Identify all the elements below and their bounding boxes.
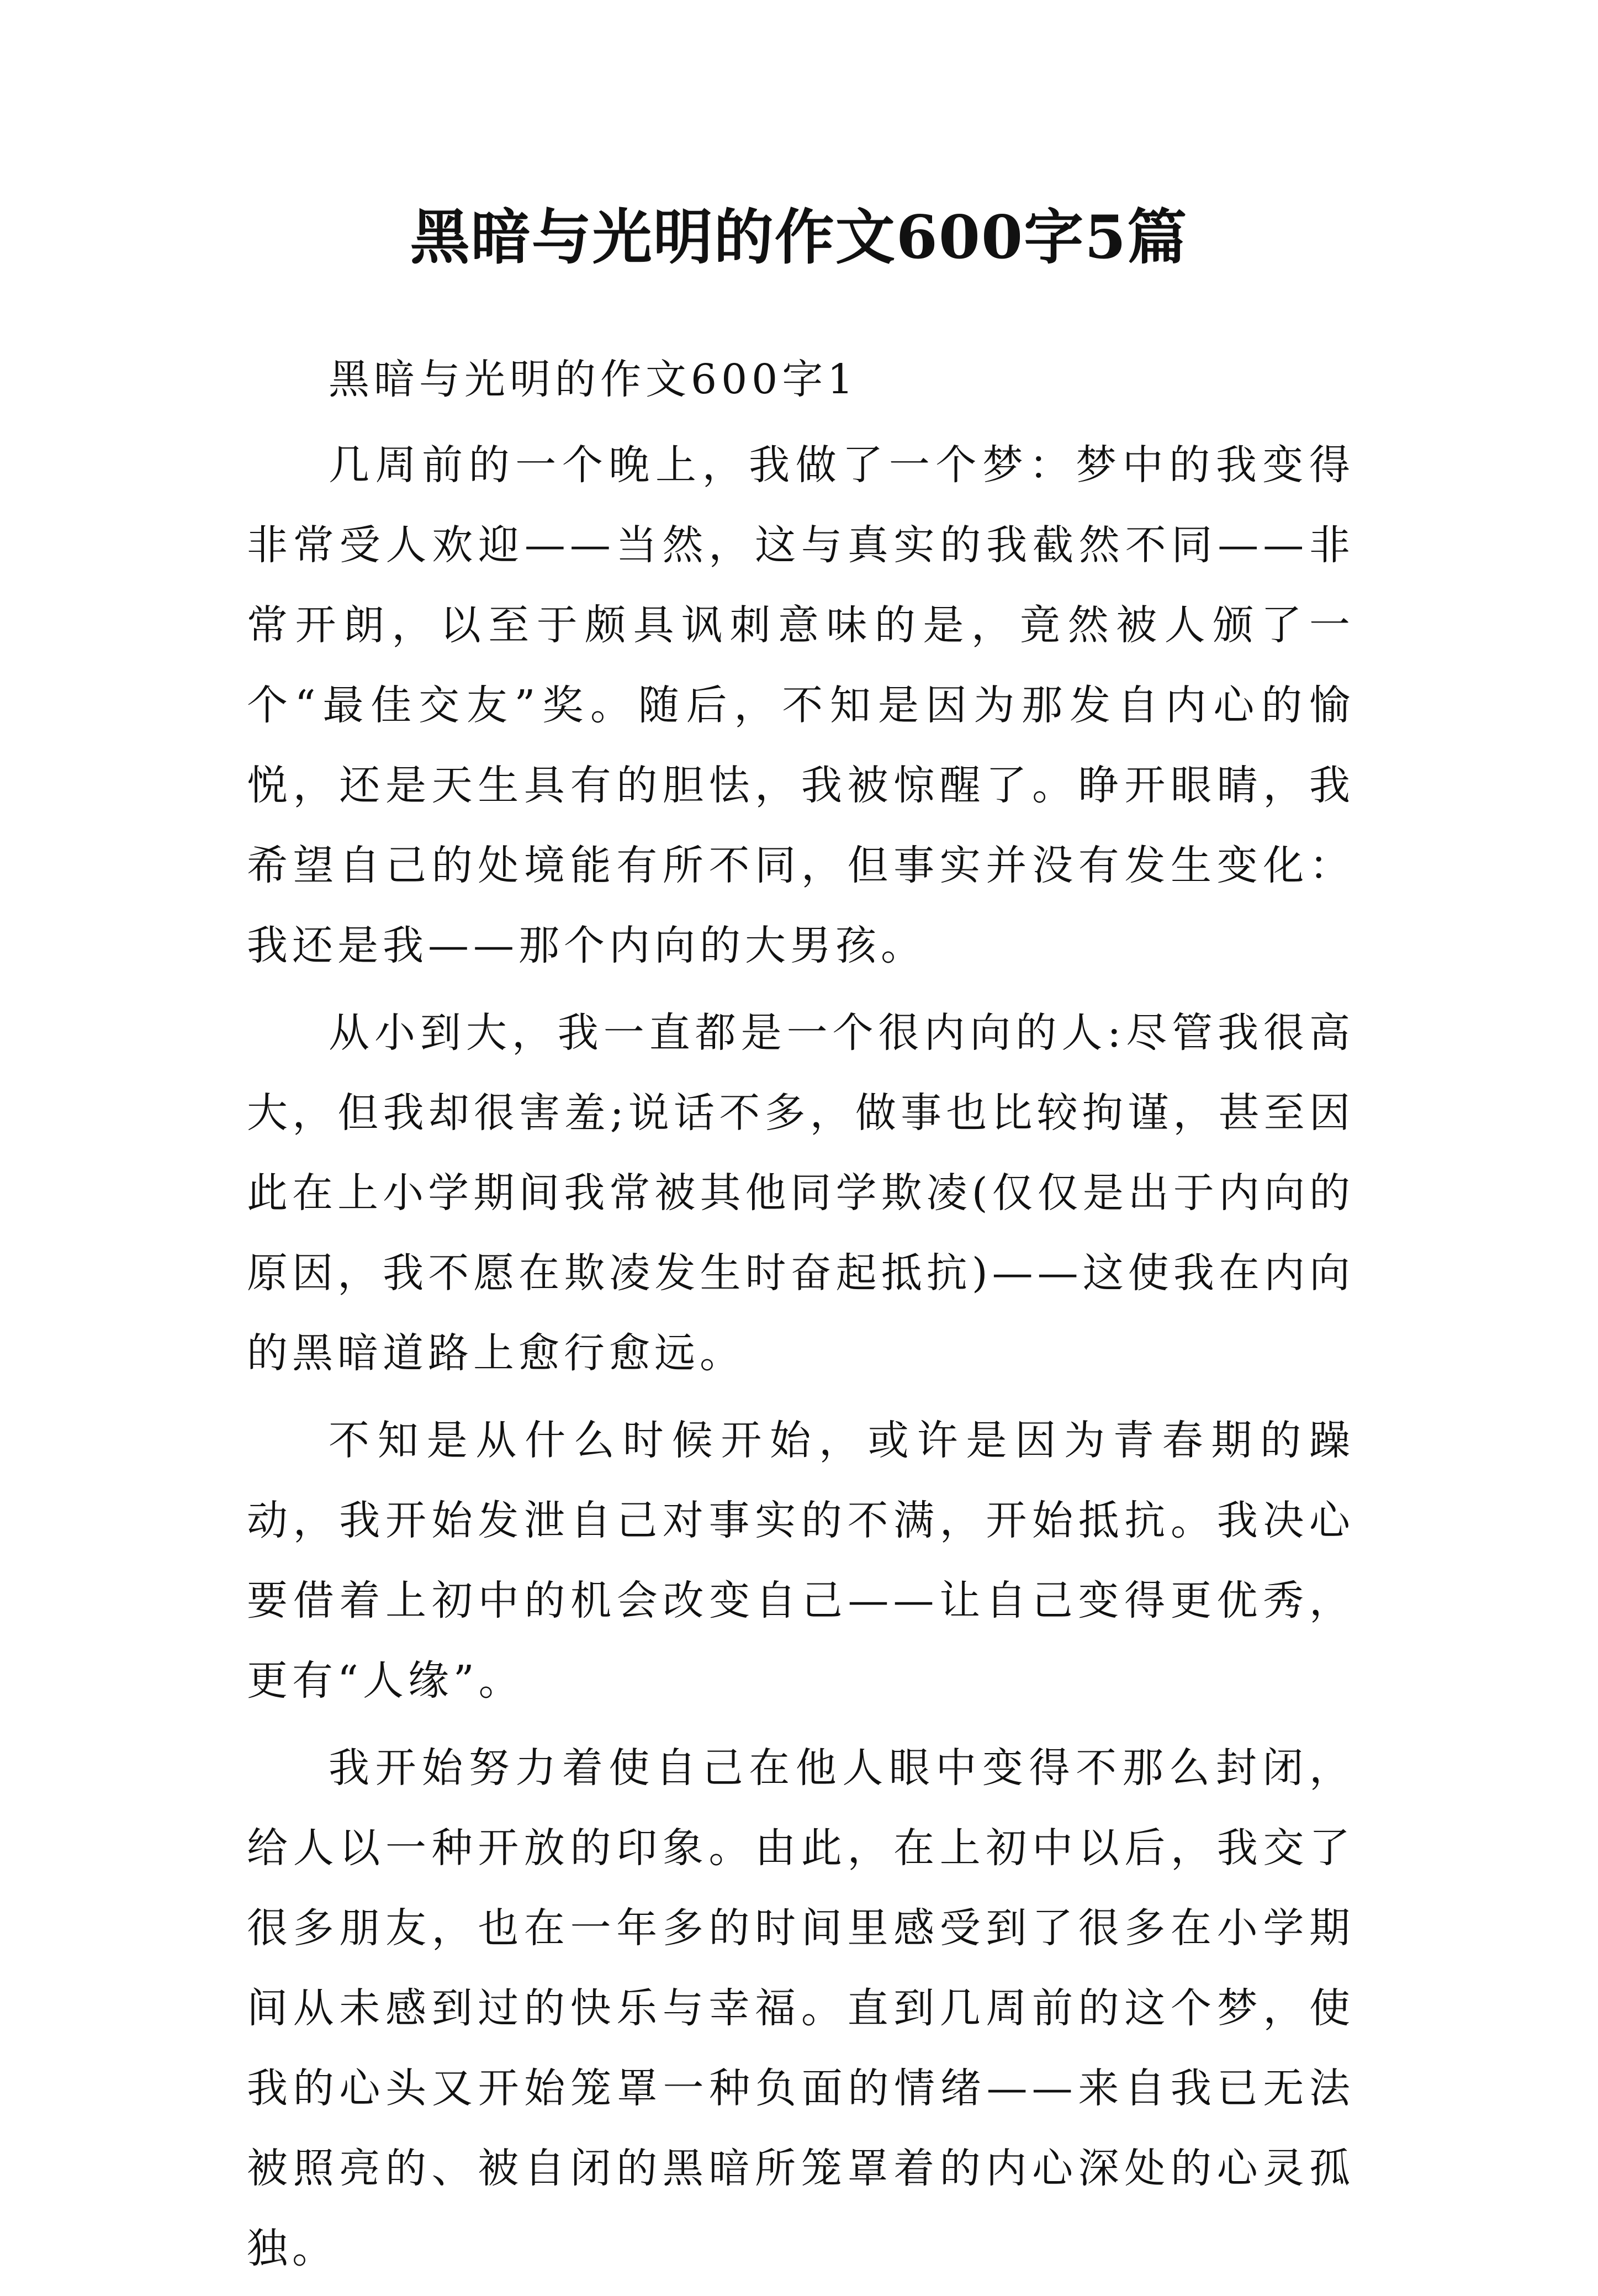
paragraph-4: 我开始努力着使自己在他人眼中变得不那么封闭，给人以一种开放的印象。由此，在上初中以后，我交了很多朋友，也在一年多的时间里感受到了很多在小学期间从未感到过的快乐与幸福。直到几周前的这个梦，使我的心头又开始笼罩一种负面的情绪——来自我已无法被照亮的、被自闭的黑暗所笼罩着的内心深处的心灵孤独。 (247, 1744, 1354, 2272)
paragraph-3: 不知是从什么时候开始，或许是因为青春期的躁动，我开始发泄自己对事实的不满，开始抵抗。我决心要借着上初中的机会改变自己——让自己变得更优秀，更有“人缘”。 (247, 1417, 1354, 1704)
paragraph-2: 从小到大，我一直都是一个很内向的人:尽管我很高大，但我却很害羞;说话不多，做事也比较拘谨，甚至因此在上小学期间我常被其他同学欺凌(仅仅是出于内向的原因，我不愿在欺凌发生时奋起抵抗)——这使我在内向的黑暗道路上愈行愈远。 (247, 1009, 1354, 1377)
document-title: 黑暗与光明的作文600字5篇 (410, 203, 1188, 272)
section-heading: 黑暗与光明的作文600字1 (329, 356, 858, 403)
document-body (247, 340, 1354, 2296)
paragraph-1: 几周前的一个晚上，我做了一个梦：梦中的我变得非常受人欢迎——当然，这与真实的我截然不同——非常开朗，以至于颇具讽刺意味的是，竟然被人颁了一个“最佳交友”奖。随后，不知是因为那发自内心的愉悦，还是天生具有的胆怯，我被惊醒了。睁开眼睛，我希望自己的处境能有所不同，但事实并没有发生变化：我还是我——那个内向的大男孩。 (247, 441, 1354, 969)
